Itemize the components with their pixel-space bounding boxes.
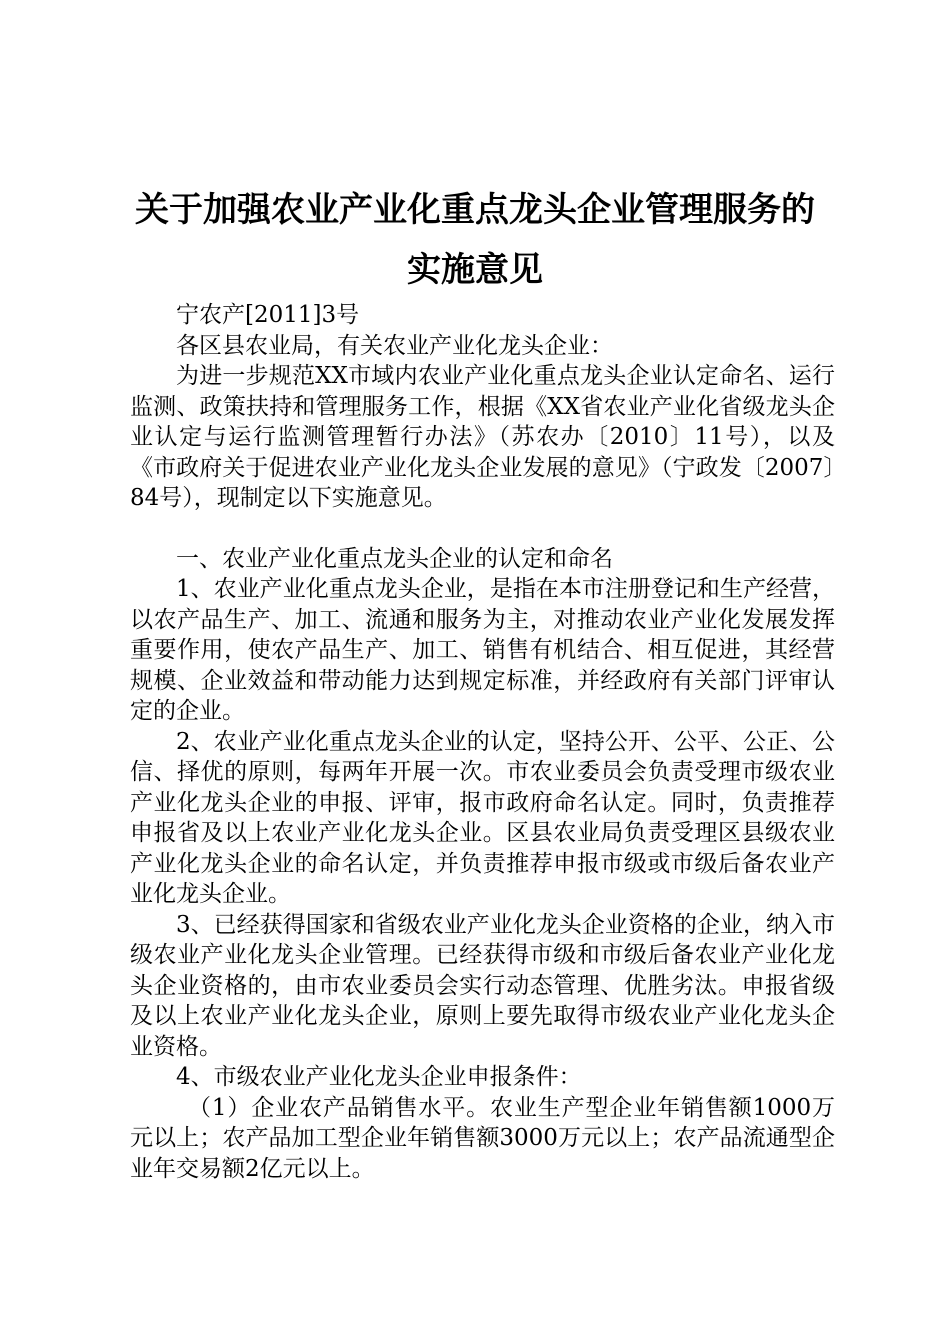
document-title-line-1: 关于加强农业产业化重点龙头企业管理服务的 xyxy=(135,190,815,230)
paragraph-4: 4、市级农业产业化龙头企业申报条件： xyxy=(176,1064,582,1090)
paragraph-3: 3、已经获得国家和省级农业产业化龙头企业资格的企业，纳入市级农业产业化龙头企业管理。已经获得市级和市级后备农业产业化龙头企业资格的，由市农业委员会实行动态管理、优胜劣汰。申报省级及以上农业产业化龙头企业，原则上要先取得市级农业产业化龙头企业资格。 xyxy=(130,911,835,1060)
addressee: 各区县农业局，有关农业产业化龙头企业： xyxy=(176,332,613,359)
condition-1: （1）企业农产品销售水平。农业生产型企业年销售额1000万元以上；农产品加工型企业年销售额3000万元以上；农产品流通型企业年交易额2亿元以上。 xyxy=(130,1094,835,1182)
document-number: 宁农产[2011]3号 xyxy=(176,302,360,328)
document-title-line-2: 实施意见 xyxy=(407,250,543,290)
intro-paragraph: 为进一步规范XX市域内农业产业化重点龙头企业认定命名、运行监测、政策扶持和管理服务工作，根据《XX省农业产业化省级龙头企业认定与运行监测管理暂行办法》（苏农办〔2010〕11号），以及《市政府关于促进农业产业化龙头企业发展的意见》（宁政发〔2007〕84号），现制定以下实施意见。 xyxy=(130,363,835,511)
document-body xyxy=(130,300,835,1184)
paragraph-1: 1、农业产业化重点龙头企业，是指在本市注册登记和生产经营，以农产品生产、加工、流通和服务为主，对推动农业产业化发展发挥重要作用，使农产品生产、加工、销售有机结合、相互促进，其经营规模、企业效益和带动能力达到规定标准，并经政府有关部门评审认定的企业。 xyxy=(130,576,835,724)
section-heading: 一、农业产业化重点龙头企业的认定和命名 xyxy=(176,545,613,572)
paragraph-2: 2、农业产业化重点龙头企业的认定，坚持公开、公平、公正、公信、择优的原则，每两年开展一次。市农业委员会负责受理市级农业产业化龙头企业的申报、评审，报市政府命名认定。同时，负责推荐申报省及以上农业产业化龙头企业。区县农业局负责受理区县级农业产业化龙头企业的命名认定，并负责推荐申报市级或市级后备农业产业化龙头企业。 xyxy=(130,728,835,907)
